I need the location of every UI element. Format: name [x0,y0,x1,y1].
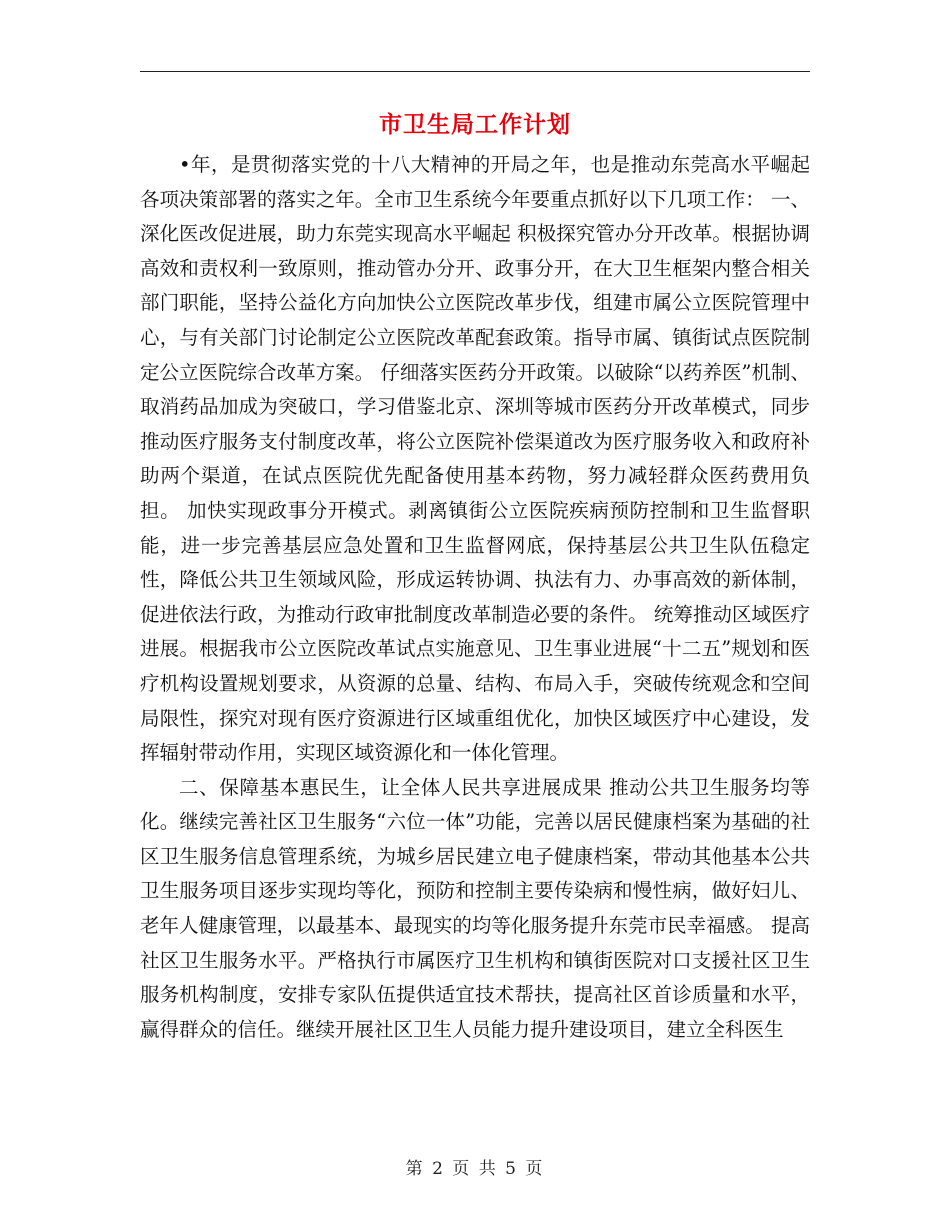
document-title: 市卫生局工作计划 [379,111,571,138]
header-rule [140,71,810,72]
page-number: 第 2 页 共 5 页 [405,1159,545,1179]
paragraph-2: 二、保障基本惠民生，让全体人民共享进展成果 推动公共卫生服务均等化。继续完善社区卫生服务“六位一体”功能，完善以居民健康档案为基础的社区卫生服务信息管理系统，为城乡居民建立电子健康档案，带动其他基本公共卫生服务项目逐步实现均等化，预防和控制主要传染病和慢性病，做好妇儿、老年人健康管理，以最基本、最现实的均等化服务提升东莞市民幸福感。 提高社区卫生服务水平。严格执行市属医疗卫生机构和镇街医院对口支援社区卫生服务机构制度，安排专家队伍提供适宜技术帮扶，提高社区首诊质量和水平，赢得群众的信任。继续开展社区卫生人员能力提升建设项目，建立全科医生 [140,775,810,1041]
document-body [140,148,810,1047]
paragraph-1: •年，是贯彻落实党的十八大精神的开局之年，也是推动东莞高水平崛起各项决策部署的落实之年。全市卫生系统今年要重点抓好以下几项工作： 一、深化医改促进展，助力东莞实现高水平崛起 积极探究管办分开改革。根据协调高效和责权利一致原则，推动管办分开、政事分开，在大卫生框架内整合相关部门职能，坚持公益化方向加快公立医院改革步伐，组建市属公立医院管理中心，与有关部门讨论制定公立医院改革配套政策。指导市属、镇街试点医院制定公立医院综合改革方案。 仔细落实医药分开政策。以破除“以药养医”机制、取消药品加成为突破口，学习借鉴北京、深圳等城市医药分开改革模式，同步推动医疗服务支付制度改革，将公立医院补偿渠道改为医疗服务收入和政府补助两个渠道，在试点医院优先配备使用基本药物，努力减轻群众医药费用负担。 加快实现政事分开模式。剥离镇街公立医院疾病预防控制和卫生监督职能，进一步完善基层应急处置和卫生监督网底，保持基层公共卫生队伍稳定性，降低公共卫生领域风险，形成运转协调、执法有力、办事高效的新体制，促进依法行政，为推动行政审批制度改革制造必要的条件。 统筹推动区域医疗进展。根据我市公立医院改革试点实施意见、卫生事业进展“十二五”规划和医疗机构设置规划要求，从资源的总量、结构、布局入手，突破传统观念和空间局限性，探究对现有医疗资源进行区域重组优化，加快区域医疗中心建设，发挥辐射带动作用，实现区域资源化和一体化管理。 [140,153,810,765]
